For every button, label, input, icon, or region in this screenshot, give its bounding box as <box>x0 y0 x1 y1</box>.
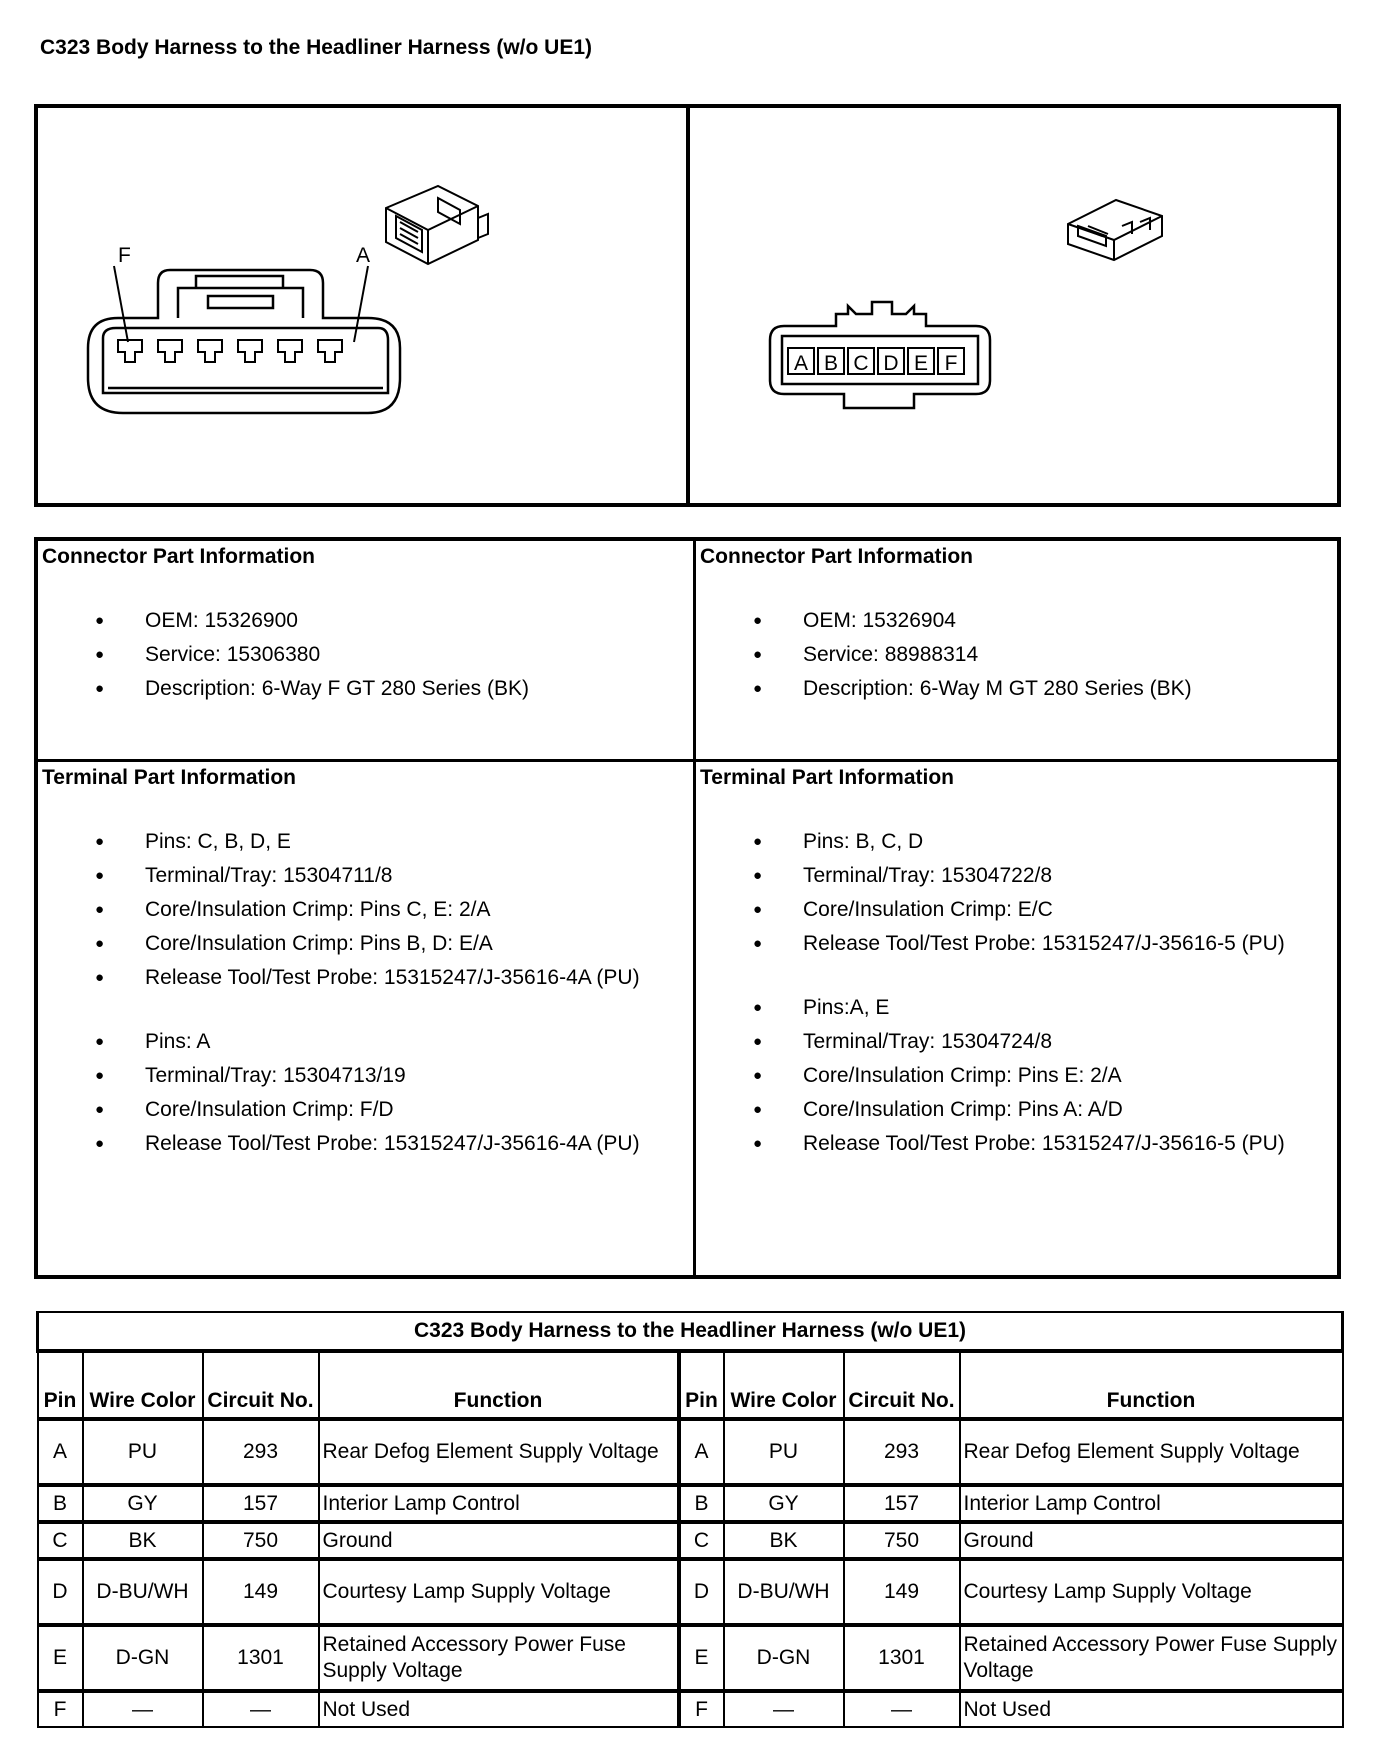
circuit-cell: 157 <box>844 1485 960 1522</box>
function-cell: Rear Defog Element Supply Voltage <box>960 1419 1343 1485</box>
right-connector-info <box>700 545 1340 711</box>
list-item: ● Service: 88988314 <box>700 643 1340 667</box>
list-item: ● Pins: C, B, D, E <box>42 830 690 854</box>
header-function: Function <box>960 1351 1343 1419</box>
list-item: ● Release Tool/Test Probe: 15315247/J-35616-5 (PU) <box>700 1132 1340 1156</box>
page-title: C323 Body Harness to the Headliner Harness (w/o UE1) <box>40 36 592 59</box>
pin-cell: A <box>679 1419 724 1485</box>
circuit-cell: 293 <box>203 1419 319 1485</box>
pin-cell: B <box>679 1485 724 1522</box>
pin-cell: F <box>38 1691 83 1727</box>
wire-cell: D-BU/WH <box>724 1559 844 1625</box>
function-cell: Rear Defog Element Supply Voltage <box>319 1419 679 1485</box>
wire-cell: PU <box>724 1419 844 1485</box>
wire-cell: D-GN <box>724 1625 844 1691</box>
connector-figure <box>34 104 1341 507</box>
list-item: ● Core/Insulation Crimp: Pins C, E: 2/A <box>42 898 690 922</box>
part-information-grid <box>34 537 1341 1279</box>
pin-cell: D <box>38 1559 83 1625</box>
left-connector-heading: Connector Part Information <box>42 545 316 568</box>
function-cell: Ground <box>960 1522 1343 1559</box>
pin-cell: E <box>679 1625 724 1691</box>
table-row <box>38 1522 1343 1559</box>
pinout-table <box>36 1311 1344 1728</box>
circuit-cell: 750 <box>203 1522 319 1559</box>
list-item: ● Description: 6-Way F GT 280 Series (BK) <box>42 677 687 701</box>
left-terminal-group-1 <box>42 830 690 990</box>
pin-label-b-male: B <box>823 352 838 375</box>
list-item: ● OEM: 15326904 <box>700 609 1340 633</box>
list-item: ● Service: 15306380 <box>42 643 687 667</box>
function-cell: Courtesy Lamp Supply Voltage <box>960 1559 1343 1625</box>
wire-cell: PU <box>83 1419 203 1485</box>
circuit-cell: 750 <box>844 1522 960 1559</box>
pin-cell: F <box>679 1691 724 1727</box>
table-row <box>38 1485 1343 1522</box>
female-connector-face <box>78 248 418 438</box>
male-connector-3d-icon <box>1062 190 1172 270</box>
right-terminal-info <box>700 766 1340 1166</box>
table-caption: C323 Body Harness to the Headliner Harness (w/o UE1) <box>38 1312 1343 1351</box>
list-item: ● Pins:A, E <box>700 996 1340 1020</box>
table-row <box>38 1419 1343 1485</box>
list-item: ● Core/Insulation Crimp: Pins B, D: E/A <box>42 932 690 956</box>
circuit-cell: 149 <box>203 1559 319 1625</box>
pin-label-c-male: C <box>853 352 869 375</box>
list-item: ● Pins: A <box>42 1030 690 1054</box>
wire-cell: — <box>724 1691 844 1727</box>
left-terminal-group-2 <box>42 1030 690 1156</box>
pin-cell: A <box>38 1419 83 1485</box>
info-vertical-divider <box>693 541 696 1275</box>
list-item: ● Release Tool/Test Probe: 15315247/J-35616-4A (PU) <box>42 966 690 990</box>
pin-label-d-male: D <box>883 352 899 375</box>
pin-label-e-male: E <box>913 352 928 375</box>
header-circuit: Circuit No. <box>203 1351 319 1419</box>
circuit-cell: — <box>203 1691 319 1727</box>
list-item: ● Core/Insulation Crimp: Pins A: A/D <box>700 1098 1340 1122</box>
function-cell: Courtesy Lamp Supply Voltage <box>319 1559 679 1625</box>
circuit-cell: 149 <box>844 1559 960 1625</box>
list-item: ● Core/Insulation Crimp: Pins E: 2/A <box>700 1064 1340 1088</box>
function-cell: Interior Lamp Control <box>960 1485 1343 1522</box>
right-terminal-group-2 <box>700 996 1340 1156</box>
function-cell: Retained Accessory Power Fuse Supply Voltage <box>960 1625 1343 1691</box>
circuit-cell: 1301 <box>844 1625 960 1691</box>
circuit-cell: 157 <box>203 1485 319 1522</box>
right-terminal-group-1 <box>700 830 1340 956</box>
right-terminal-heading: Terminal Part Information <box>700 766 954 789</box>
header-pin: Pin <box>679 1351 724 1419</box>
info-horizontal-divider <box>38 759 1337 762</box>
figure-divider <box>686 108 690 503</box>
pin-label-a: A <box>356 244 371 267</box>
list-item: ● Release Tool/Test Probe: 15315247/J-35616-5 (PU) <box>700 932 1340 956</box>
circuit-cell: 1301 <box>203 1625 319 1691</box>
header-circuit: Circuit No. <box>844 1351 960 1419</box>
circuit-cell: — <box>844 1691 960 1727</box>
list-item: ● Core/Insulation Crimp: F/D <box>42 1098 690 1122</box>
left-connector-info <box>42 545 687 711</box>
header-function: Function <box>319 1351 679 1419</box>
wire-cell: D-BU/WH <box>83 1559 203 1625</box>
list-item: ● Terminal/Tray: 15304724/8 <box>700 1030 1340 1054</box>
wire-cell: GY <box>724 1485 844 1522</box>
right-connector-list <box>700 609 1340 701</box>
list-item: ● Core/Insulation Crimp: E/C <box>700 898 1340 922</box>
list-item: ● Terminal/Tray: 15304713/19 <box>42 1064 690 1088</box>
table-row <box>38 1691 1343 1727</box>
right-connector-heading: Connector Part Information <box>700 545 974 568</box>
circuit-cell: 293 <box>844 1419 960 1485</box>
table-row <box>38 1559 1343 1625</box>
header-pin: Pin <box>38 1351 83 1419</box>
list-item: ● OEM: 15326900 <box>42 609 687 633</box>
wire-cell: GY <box>83 1485 203 1522</box>
left-terminal-heading: Terminal Part Information <box>42 766 296 789</box>
pin-label-a-male: A <box>793 352 808 375</box>
list-item: ● Terminal/Tray: 15304722/8 <box>700 864 1340 888</box>
function-cell: Retained Accessory Power Fuse Supply Voltage <box>319 1625 679 1691</box>
pin-cell: D <box>679 1559 724 1625</box>
pin-cell: B <box>38 1485 83 1522</box>
function-cell: Not Used <box>319 1691 679 1727</box>
header-wire-color: Wire Color <box>724 1351 844 1419</box>
table-row <box>38 1625 1343 1691</box>
pin-label-f-male: F <box>944 352 958 375</box>
wire-cell: BK <box>83 1522 203 1559</box>
pin-label-f: F <box>118 244 131 267</box>
wire-cell: BK <box>724 1522 844 1559</box>
list-item: ● Pins: B, C, D <box>700 830 1340 854</box>
list-item: ● Description: 6-Way M GT 280 Series (BK) <box>700 677 1340 701</box>
pin-cell: C <box>38 1522 83 1559</box>
function-cell: Ground <box>319 1522 679 1559</box>
wire-cell: D-GN <box>83 1625 203 1691</box>
list-item: ● Release Tool/Test Probe: 15315247/J-35616-4A (PU) <box>42 1132 690 1156</box>
left-terminal-info <box>42 766 690 1166</box>
function-cell: Not Used <box>960 1691 1343 1727</box>
header-wire-color: Wire Color <box>83 1351 203 1419</box>
wire-cell: — <box>83 1691 203 1727</box>
pin-cell: C <box>679 1522 724 1559</box>
function-cell: Interior Lamp Control <box>319 1485 679 1522</box>
list-item: ● Terminal/Tray: 15304711/8 <box>42 864 690 888</box>
left-connector-list <box>42 609 687 701</box>
pin-cell: E <box>38 1625 83 1691</box>
